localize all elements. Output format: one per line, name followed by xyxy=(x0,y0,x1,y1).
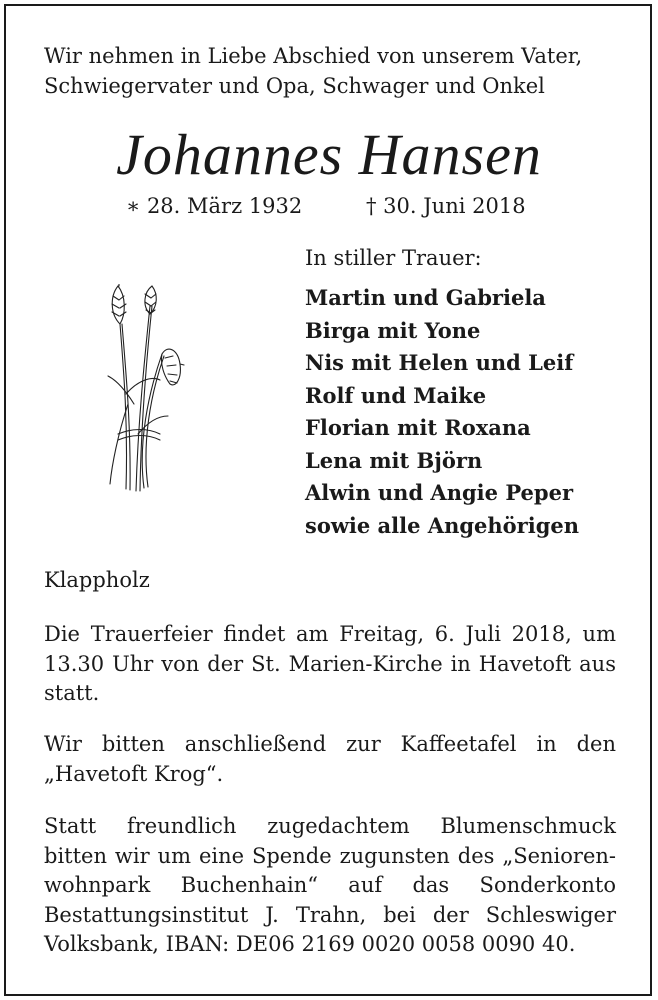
mourner-name: Rolf und Maike xyxy=(305,382,487,408)
intro-line: Schwiegervater und Opa, Schwager und Onkel xyxy=(44,73,545,98)
mourner-name: Florian mit Roxana xyxy=(305,415,531,440)
mourner-name: Lena mit Björn xyxy=(305,447,483,473)
donation-line: wohnpark Buchenhain“ auf das Sonderkonto xyxy=(44,873,616,897)
mourner-name: Birga mit Yone xyxy=(305,317,481,343)
intro-text xyxy=(44,42,616,101)
birth-date: ∗ 28. März 1932 xyxy=(126,194,303,218)
service-line: Die Trauerfeier findet am Freitag, 6. Juli 2018, um xyxy=(44,622,616,646)
place-name: Klappholz xyxy=(44,568,150,592)
reception-line: „Havetoft Krog“. xyxy=(44,761,224,786)
wheat-icon xyxy=(98,284,188,498)
mourner-name: Nis mit Helen und Leif xyxy=(305,350,574,375)
donation-paragraph xyxy=(44,812,616,960)
death-date: † 30. Juni 2018 xyxy=(366,194,526,218)
mourner-name: Martin und Gabriela xyxy=(305,285,546,310)
mourner-name: Alwin und Angie Peper xyxy=(305,480,574,505)
reception-line: Wir bitten anschließend zur Kaffeetafel in den xyxy=(44,732,616,756)
service-line: statt. xyxy=(44,681,100,705)
service-paragraph xyxy=(44,620,616,709)
intro-line: Wir nehmen in Liebe Abschied von unserem Vater, xyxy=(44,44,583,68)
mourning-label: In stiller Trauer: xyxy=(305,246,482,270)
donation-line: Volksbank, IBAN: DE06 2169 0020 0058 0090 40. xyxy=(44,932,576,956)
deceased-name: Johannes Hansen xyxy=(116,122,542,187)
service-line: 13.30 Uhr von der St. Marien-Kirche in Havetoft aus xyxy=(44,651,616,676)
donation-line: Statt freundlich zugedachtem Blumenschmuck xyxy=(44,814,616,838)
mourner-name: sowie alle Angehörigen xyxy=(305,512,580,538)
donation-line: bitten wir um eine Spende zugunsten des „Senioren- xyxy=(44,843,616,868)
donation-line: Bestattungsinstitut J. Trahn, bei der Schleswiger xyxy=(44,902,616,927)
reception-paragraph xyxy=(44,730,616,789)
mourners-list xyxy=(305,282,579,542)
